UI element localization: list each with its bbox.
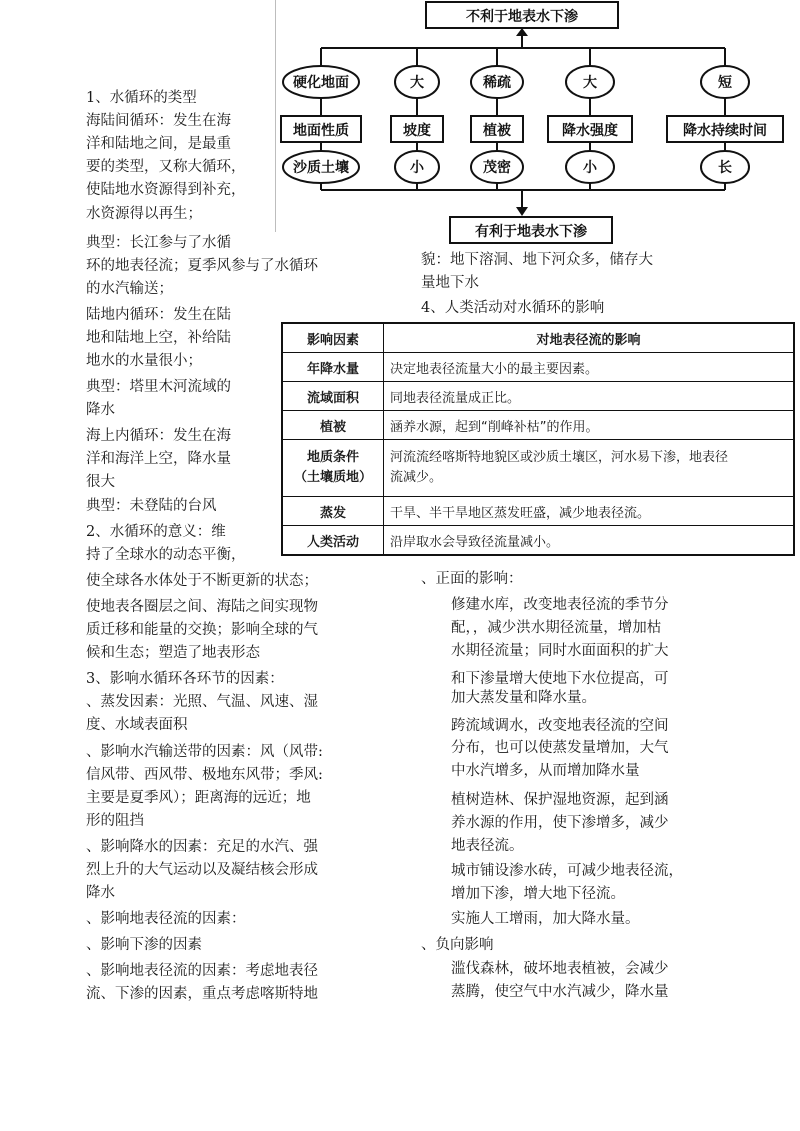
text-line: 主要是夏季风）；距离海的远近；地 [86,790,311,806]
top-ellipse-label: 大 [583,75,597,91]
table-row [282,526,794,556]
text-line: 分布，也可以使蒸发量增加，大气 [451,740,669,756]
text-line: 配，，减少洪水期径流量，增加枯 [451,620,662,636]
factor-label: 地面性质 [293,123,349,139]
table-cell-effect [384,440,795,497]
bottom-ellipse-label: 长 [718,160,732,176]
heading-water-cycle-factors: 3、影响水循环各环节的因素： [86,671,284,687]
text-line: 跨流域调水，改变地表径流的空间 [451,718,669,734]
text-line: 、蒸发因素：光照、气温、风速、湿 [86,694,318,710]
text-line: 、影响水汽输送带的因素：风（风带: [86,744,323,760]
text-line: 地水的水量很小； [86,353,202,369]
text-line: 流、下渗的因素，重点考虑喀斯特地 [86,986,318,1002]
table-row [282,382,794,411]
heading-positive-impact: 、正面的影响： [421,571,523,587]
text-line: 城市铺设渗水砖，可减少地表径流， [451,863,683,879]
factor-label: 植被 [483,123,511,139]
bottom-label: 有利于地表水下渗 [475,224,587,240]
text-line: 加大蒸发量和降水量。 [451,690,596,706]
text-line: 增加下渗，增大地下径流。 [451,886,625,902]
runoff-factor-table [281,322,795,556]
diagram-column-slope [391,48,443,190]
text-line: 要的类型，又称大循环， [86,159,246,175]
table-cell-effect: 沿岸取水会导致径流量减小。 [384,526,795,556]
top-ellipse-label: 大 [410,75,424,91]
bottom-ellipse-label: 沙质土壤 [293,160,349,176]
effect-line: 流减少。 [390,470,443,485]
text-line: 持了全球水的动态平衡， [86,547,246,563]
heading-negative-impact: 、负向影响 [421,937,494,953]
text-line: 降水 [86,885,115,901]
top-ellipse-label: 硬化地面 [293,75,349,91]
table-cell-factor: 流域面积 [282,382,384,411]
table-cell-effect: 决定地表径流量大小的最主要因素。 [384,353,795,382]
text-line: 海陆间循环：发生在海 [86,113,231,129]
top-ellipse-label: 稀疏 [483,75,511,91]
text-line: 的水汽输送； [86,281,173,297]
text-line: 中水汽增多，从而增加降水量 [451,763,640,779]
bottom-ellipse-label: 小 [410,160,424,176]
table-row [282,353,794,382]
heading-water-cycle-types: 1、水循环的类型 [86,90,197,106]
text-line: 、影响地表径流的因素： [86,911,246,927]
text-line: 滥伐森林，破坏地表植被，会减少 [451,961,669,977]
table-cell-factor: 人类活动 [282,526,384,556]
heading-human-activity: 4、人类活动对水循环的影响 [421,300,605,316]
text-line: 植树造林、保护湿地资源，起到涵 [451,792,669,808]
text-line: 、影响下渗的因素 [86,937,202,953]
text-line: 修建水库，改变地表径流的季节分 [451,597,669,613]
table-cell-factor [282,440,384,497]
infiltration-diagram [275,0,800,250]
bottom-ellipse-label: 茂密 [483,160,511,176]
text-line: 质迁移和能量的交换；影响全球的气 [86,622,318,638]
text-line: 养水源的作用，使下渗增多，减少 [451,815,669,831]
text-line: 地表径流。 [451,838,524,854]
table-cell-factor: 蒸发 [282,497,384,526]
text-line: 环的地表径流；夏季风参与了水循环 [86,258,318,274]
text-line: 典型：长江参与了水循 [86,235,231,251]
bottom-ellipse-label: 小 [583,160,597,176]
table-cell-effect: 同地表径流量成正比。 [384,382,795,411]
diagram-column-rain-intensity [548,48,632,190]
text-line: 很大 [86,474,115,490]
table-row [282,411,794,440]
heading-water-cycle-significance: 2、水循环的意义：维 [86,524,226,540]
diagram-column-surface [281,48,361,190]
factor-line: 地质条件 [306,450,359,465]
text-line: 陆地内循环：发生在陆 [86,307,231,323]
text-line: 和下渗量增大使地下水位提高，可 [451,671,669,687]
top-ellipse-label: 短 [718,75,732,91]
text-line: 典型：塔里木河流域的 [86,379,231,395]
text-line: 、影响地表径流的因素：考虑地表径 [86,963,318,979]
table-header-effect: 对地表径流的影响 [384,323,795,353]
text-line: 使全球各水体处于不断更新的状态； [86,573,318,589]
text-line: 降水 [86,402,115,418]
diagram-column-rain-duration [667,48,783,190]
table-row [282,440,794,497]
diagram-column-vegetation [471,48,523,190]
text-line: 貌：地下溶洞、地下河众多，储存大 [421,252,653,268]
infiltration-diagram-svg [275,0,800,250]
text-line: 形的阻挡 [86,813,144,829]
text-line: 典型：未登陆的台风 [86,498,217,514]
text-line: 量地下水 [421,275,479,291]
text-line: 水资源得以再生； [86,206,202,222]
table-cell-effect: 干旱、半干旱地区蒸发旺盛，减少地表径流。 [384,497,795,526]
factor-label: 坡度 [403,123,431,139]
text-line: 、影响降水的因素：充足的水汽、强 [86,839,318,855]
factor-line: （土壤质地） [293,470,372,485]
text-line: 使地表各圈层之间、海陆之间实现物 [86,599,318,615]
text-line: 洋和海洋上空，降水量 [86,451,231,467]
text-line: 度、水域表面积 [86,717,188,733]
text-line: 水期径流量；同时水面面积的扩大 [451,643,669,659]
table-cell-factor: 年降水量 [282,353,384,382]
text-line: 洋和陆地之间，是最重 [86,136,231,152]
table-cell-factor: 植被 [282,411,384,440]
table-header-row [282,323,794,353]
table-row [282,497,794,526]
factor-label: 降水持续时间 [683,123,767,139]
text-line: 实施人工增雨，加大降水量。 [451,911,640,927]
factor-label: 降水强度 [562,123,618,139]
effect-line: 河流流经喀斯特地貌区或沙质土壤区，河水易下渗，地表径 [390,450,729,465]
text-line: 地和陆地上空，补给陆 [86,330,231,346]
text-line: 蒸腾，使空气中水汽减少，降水量 [451,984,669,1000]
table-cell-effect: 涵养水源，起到“削峰补枯”的作用。 [384,411,795,440]
text-line: 海上内循环：发生在海 [86,428,231,444]
text-line: 候和生态；塑造了地表形态 [86,645,260,661]
text-line: 烈上升的大气运动以及凝结核会形成 [86,862,318,878]
text-line: 信风带、西风带、极地东风带；季风: [86,767,323,783]
text-line: 使陆地水资源得到补充， [86,182,246,198]
table-header-factor: 影响因素 [282,323,384,353]
top-label: 不利于地表水下渗 [466,9,578,25]
